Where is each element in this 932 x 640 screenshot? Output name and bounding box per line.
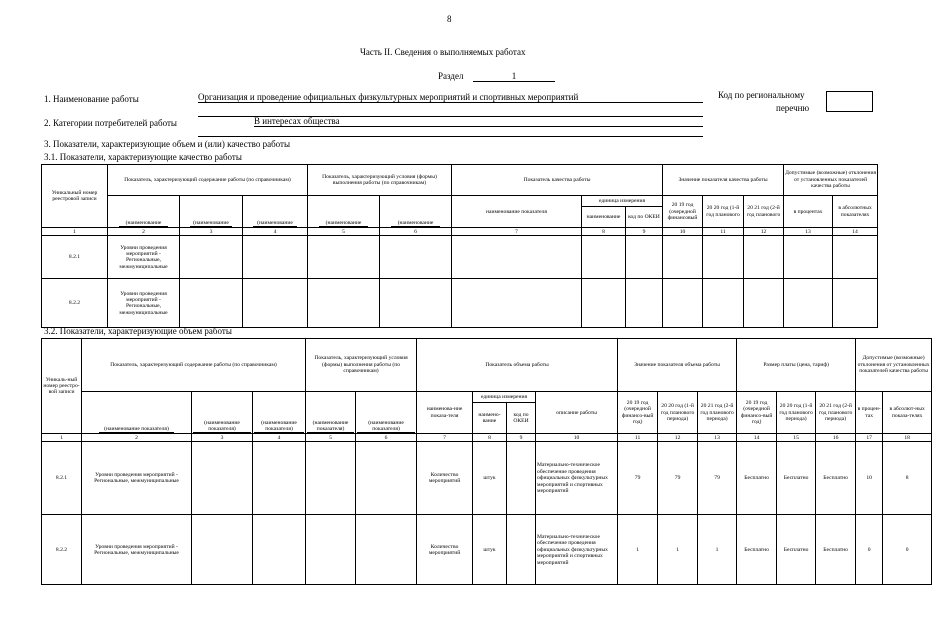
v-row-v2: 1: [658, 515, 698, 585]
v-row-f3: Бесплатно: [816, 515, 856, 585]
v-row-v3: 79: [698, 442, 737, 515]
v-row-content: Уровни проведения мероприятий - Региональные, межмуниципальные: [82, 515, 192, 585]
q-h-pct: в процентах: [784, 196, 833, 228]
table-row: [42, 236, 878, 279]
q-colnum: 7: [452, 228, 582, 236]
q-h-content: Показатель, характеризующий содержание работы (по справочникам): [108, 165, 308, 196]
v-colnum: 9: [507, 434, 536, 442]
v-colnum: 18: [883, 434, 932, 442]
v-colnum: 17: [856, 434, 883, 442]
quality-heading: 3.1. Показатели, характеризующие качество работы: [44, 152, 242, 162]
v-h-unit-name: наимено-вание: [473, 403, 507, 433]
v-colnum: 5: [306, 434, 356, 442]
table-row: [42, 279, 878, 328]
q-row-content: Уровни проведения мероприятий - Региональные, межмуниципальные: [108, 279, 180, 328]
v-colnum: 6: [356, 434, 417, 442]
q-h-abs: в абсолютных показателях: [833, 196, 878, 228]
v-h-naim-2: (наименование показателя): [192, 392, 253, 434]
q-h-naim-2: (наименование: [180, 196, 243, 228]
consumers-value: В интересах общества: [254, 116, 703, 127]
v-colnum: 1: [42, 434, 82, 442]
q-h-dev: Допустимые (возможные) отклонения от установленных показателей качества работы: [784, 165, 878, 196]
part-title: Часть II. Сведения о выполняемых работах: [360, 47, 526, 57]
v-h-cond: Показатель, характеризующий условия (формы) выполнения работы (по справочникам): [306, 339, 417, 392]
v-h-vol: Показатель объема работы: [417, 339, 618, 392]
v-h-naim-5: (наименование показателя): [356, 392, 417, 434]
work-name-label: 1. Наименование работы: [44, 94, 139, 104]
v-row-unit: штук: [473, 515, 507, 585]
q-h-qual: Показатель качества работы: [452, 165, 663, 196]
consumers-label: 2. Категории потребителей работы: [44, 118, 177, 128]
q-colnum: 6: [380, 228, 452, 236]
q-h-cond: Показатель, характеризующий условия (формы) выполнения работы (по справочникам): [308, 165, 452, 196]
section-number: 1: [473, 71, 555, 82]
v-colnum: 2: [82, 434, 192, 442]
v-h-value: Значение показателя объема работы: [618, 339, 737, 392]
q-h-y1: 20 19 год (очередной финансовый: [663, 196, 703, 228]
v-row-v3: 1: [698, 515, 737, 585]
v-h-desc: описание работы: [536, 392, 618, 434]
v-row-f2: Бесплатно: [777, 442, 816, 515]
v-row-desc: Материально-техническое обеспечение проведения официальных физкультурных мероприятий и спортивных мероприятий: [536, 515, 618, 585]
v-h-content: Показатель, характеризующий содержание работы (по справочникам): [82, 339, 306, 392]
v-h-f1: 20 19 год (очередной финансо-вый год): [737, 392, 777, 434]
section-label: Раздел: [438, 71, 464, 81]
q-h-naim-3: (наименование: [243, 196, 308, 228]
v-colnum: 14: [737, 434, 777, 442]
v-h-dev: Допустимые (возможные) отклонения от установленных показателей качества работы: [856, 339, 932, 392]
v-h-fee: Размер платы (цена, тариф): [737, 339, 856, 392]
q-h-unit: единица измерения наименование код по ОКЕИ: [582, 196, 663, 228]
q-h-unit-name: наименование: [582, 207, 626, 227]
v-row-indicator: Количество мероприятий: [417, 442, 473, 515]
v-h-naim-4: (наименование показателя): [306, 392, 356, 434]
q-h-y3: 20 21 год (2-й год планового: [744, 196, 784, 228]
v-row-indicator: Количество мероприятий: [417, 515, 473, 585]
v-h-unit: единица измерения наимено-вание код по ОКЕИ: [473, 392, 536, 434]
v-row-f2: Бесплатно: [777, 515, 816, 585]
v-h-naim-3: (наименование показателя): [253, 392, 306, 434]
v-row-v1: 79: [618, 442, 658, 515]
code-label-line1: Код по региональному: [718, 90, 805, 100]
v-row-content: Уровни проведения мероприятий - Региональные, межмуниципальные: [82, 442, 192, 515]
q-row-id: 8.2.1: [42, 236, 108, 279]
q-colnum: 13: [784, 228, 833, 236]
v-colnum: 7: [417, 434, 473, 442]
q-row-content: Уровни проведения мероприятий - Региональные, межмуниципальные: [108, 236, 180, 279]
quality-table: [41, 164, 878, 328]
v-row-pct: 10: [856, 442, 883, 515]
v-colnum: 13: [698, 434, 737, 442]
v-row-unit: штук: [473, 442, 507, 515]
q-row-id: 8.2.2: [42, 279, 108, 328]
volume-table: [41, 338, 932, 585]
v-h-f3: 20 21 год (2-й год планового периода): [816, 392, 856, 434]
v-row-okei: [507, 442, 536, 515]
v-row-abs: 8: [883, 442, 932, 515]
indicators-heading: 3. Показатели, характеризующие объем и (или) качество работы: [44, 139, 291, 149]
v-colnum: 16: [816, 434, 856, 442]
v-h-abs: в абсолют-ных показа-телях: [883, 392, 932, 434]
v-colnum: 12: [658, 434, 698, 442]
v-colnum: 4: [253, 434, 306, 442]
v-h-f2: 20 20 год (1-й год планового периода): [777, 392, 816, 434]
page-number: 8: [447, 14, 452, 24]
table-row: [42, 515, 932, 585]
v-colnum-row: [42, 434, 932, 442]
consumers-line2: [198, 136, 703, 137]
v-row-okei: [507, 515, 536, 585]
q-h-value: Значение показателя качества работы: [663, 165, 784, 196]
q-colnum: 10: [663, 228, 703, 236]
q-colnum: 2: [108, 228, 180, 236]
q-h-naim-4: (наименование: [308, 196, 380, 228]
q-h-naim-5: (наименование: [380, 196, 452, 228]
v-colnum: 15: [777, 434, 816, 442]
v-row-f1: Бесплатно: [737, 442, 777, 515]
v-h-reg: Уникаль-ный номер реестро-вой записи: [42, 339, 82, 434]
work-name-value: Организация и проведение официальных физкультурных мероприятий и спортивных мероприятий: [198, 92, 703, 103]
q-colnum: 11: [703, 228, 744, 236]
q-colnum: 8: [582, 228, 626, 236]
v-row-f3: Бесплатно: [816, 442, 856, 515]
q-colnum: 14: [833, 228, 878, 236]
v-colnum: 8: [473, 434, 507, 442]
v-row-id: 8.2.2: [42, 515, 82, 585]
v-row-v2: 79: [658, 442, 698, 515]
v-h-naim-1: (наименование показателя): [82, 392, 192, 434]
q-colnum-row: [42, 228, 878, 236]
q-h-naim-1: (наименование: [108, 196, 180, 228]
q-h-ind-name: наименование показателя: [452, 196, 582, 228]
v-row-id: 8.2.1: [42, 442, 82, 515]
q-colnum: 5: [308, 228, 380, 236]
v-row-abs: 0: [883, 515, 932, 585]
q-h-y2: 20 20 год (1-й год планового: [703, 196, 744, 228]
v-row-pct: 0: [856, 515, 883, 585]
v-h-okei: код по ОКЕИ: [513, 412, 529, 425]
v-colnum: 11: [618, 434, 658, 442]
v-row-f1: Бесплатно: [737, 515, 777, 585]
v-row-v1: 1: [618, 515, 658, 585]
table-row: [42, 442, 932, 515]
volume-heading: 3.2. Показатели, характеризующие объем работы: [44, 326, 232, 336]
q-h-okei: код по ОКЕИ: [628, 214, 660, 221]
v-row-desc: Материально-техническое обеспечение проведения официальных физкультурных мероприятий и спортивных мероприятий: [536, 442, 618, 515]
v-h-y2: 20 20 год (1-й год планового периода): [658, 392, 698, 434]
q-colnum: 1: [42, 228, 108, 236]
v-h-y1: 20 19 год (очередной финансо-вый год): [618, 392, 658, 434]
v-colnum: 10: [536, 434, 618, 442]
q-colnum: 4: [243, 228, 308, 236]
v-colnum: 3: [192, 434, 253, 442]
q-colnum: 12: [744, 228, 784, 236]
v-h-y3: 20 21 год (2-й год планового периода): [698, 392, 737, 434]
code-box: [826, 91, 873, 112]
q-colnum: 3: [180, 228, 243, 236]
v-h-pct: в процен-тах: [856, 392, 883, 434]
v-h-ind-name: наименова-ние показа-теля: [417, 392, 473, 434]
q-h-reg: Уникальный номер реестровой записи: [42, 165, 108, 228]
q-colnum: 9: [626, 228, 663, 236]
code-label-line2: перечню: [776, 103, 810, 113]
